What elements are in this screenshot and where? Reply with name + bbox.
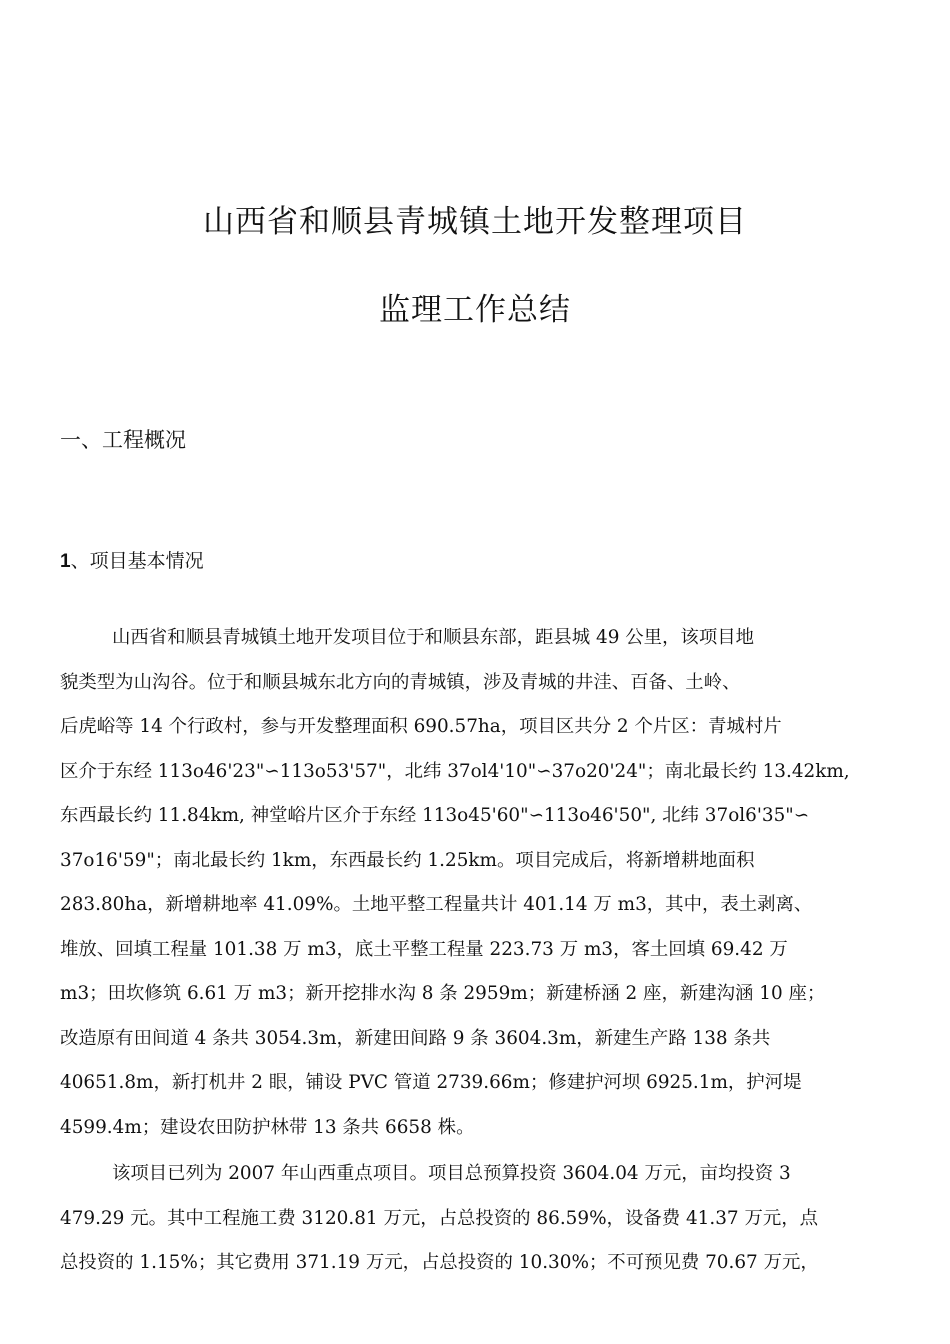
paragraph-line: 区介于东经 113o46'23"∽113o53'57"，北纬 37ol4'10"∽37o20'24"；南北最长约 13.42km, (60, 760, 850, 782)
paragraph-line: 后虎峪等 14 个行政村，参与开发整理面积 690.57ha，项目区共分 2 个片区：青城村片 (60, 716, 782, 737)
paragraph-line: 40651.8m，新打机井 2 眼，铺设 PVC 管道 2739.66m；修建护河坝 6925.1m，护河堤 (60, 1072, 802, 1093)
paragraph-line: 总投资的 1.15%；其它费用 371.19 万元，占总投资的 10.30%；不可预见费 70.67 万元， (60, 1252, 819, 1273)
paragraph-line: 改造原有田间道 4 条共 3054.3m，新建田间路 9 条 3604.3m，新建生产路 138 条共 (60, 1027, 771, 1049)
paragraph-line: 貌类型为山沟谷。位于和顺县城东北方向的青城镇，涉及青城的井洼、百备、土岭、 (60, 671, 741, 693)
document-title-line-1: 山西省和顺县青城镇土地开发整理项目 (203, 204, 747, 240)
subsection-title: 、项目基本情况 (70, 550, 204, 572)
paragraph-line: m3；田坎修筑 6.61 万 m3；新开挖排水沟 8 条 2959m；新建桥涵 2 座，新建沟涵 10 座； (60, 983, 826, 1004)
paragraph-line: 堆放、回填工程量 101.38 万 m3，底土平整工程量 223.73 万 m3，客土回填 69.42 万 (60, 938, 788, 960)
paragraph-line: 山西省和顺县青城镇土地开发项目位于和顺县东部，距县城 49 公里，该项目地 (112, 627, 754, 648)
paragraph-line: 479.29 元。其中工程施工费 3120.81 万元，占总投资的 86.59%，设备费 41.37 万元，点 (60, 1207, 819, 1229)
paragraph-investment (60, 1152, 890, 1286)
paragraph-line: 283.80ha，新增耕地率 41.09%。土地平整工程量共计 401.14 万 m3，其中，表土剥离、 (60, 894, 813, 915)
paragraph-project-description (60, 616, 890, 1150)
paragraph-line: 37o16'59"；南北最长约 1km，东西最长约 1.25km。项目完成后，将新增耕地面积 (60, 849, 755, 871)
section-heading-overview: 一、工程概况 (60, 428, 186, 452)
document-title-line-2: 监理工作总结 (379, 292, 571, 328)
paragraph-line: 该项目已列为 2007 年山西重点项目。项目总预算投资 3604.04 万元，亩均投资 3 (112, 1163, 791, 1184)
paragraph-line: 4599.4m；建设农田防护林带 13 条共 6658 株。 (60, 1116, 475, 1138)
subsection-heading-basic-info (60, 546, 204, 573)
paragraph-line: 东西最长约 11.84km, 神堂峪片区介于东经 113o45'60"∽113o46'50", 北纬 37ol6'35"∽ (60, 805, 810, 826)
subsection-number: 1 (60, 551, 71, 572)
